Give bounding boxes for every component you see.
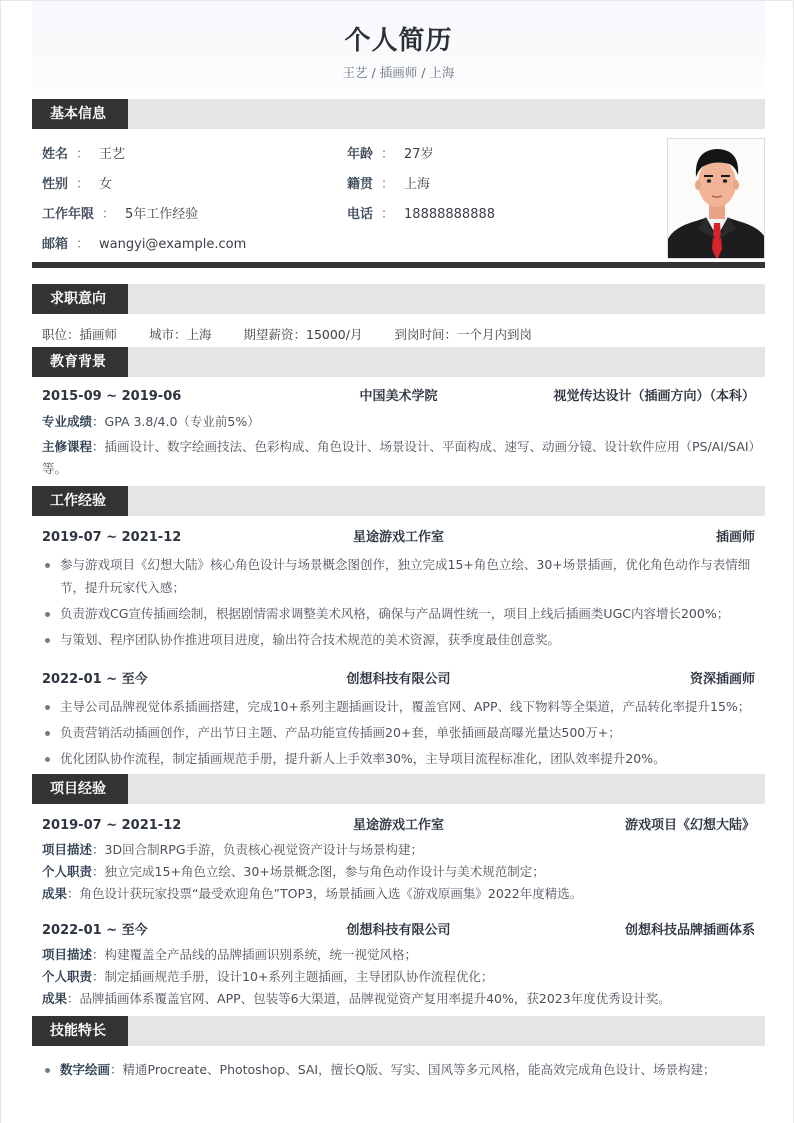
field-value: 18888888888 [404, 207, 496, 222]
section-title: 基本信息 [32, 99, 128, 129]
section-education [32, 347, 765, 377]
list-item: 与策划、程序团队协作推进项目进度，输出符合技术规范的美术资源，获季度最佳创意奖。 [42, 628, 753, 651]
resume-header [32, 1, 765, 89]
section-title: 项目经验 [32, 774, 128, 804]
page-subtitle: 王艺 / 插画师 / 上海 [342, 65, 455, 80]
project-duty: 个人职责：独立完成15+角色立绘、30+场景概念图，参与角色动作设计与美术规范制定； [42, 864, 545, 879]
project-name: 游戏项目《幻想大陆》 [624, 818, 755, 833]
intent-position: 职位：插画师 [42, 327, 118, 342]
job-company: 创想科技有限公司 [346, 672, 451, 687]
job-period: 2022-01 ~ 至今 [42, 672, 148, 687]
section-title: 技能特长 [32, 1016, 128, 1046]
field-value: 5年工作经验 [125, 207, 199, 222]
work-entry [32, 654, 765, 770]
avatar-illustration-icon [668, 139, 765, 259]
field-value: 女 [99, 177, 113, 192]
project-duty: 个人职责：制定插画规范手册，设计10+系列主题插画，主导团队协作流程优化； [42, 969, 494, 984]
field-value: 上海 [404, 177, 431, 192]
field-label: 年龄 [347, 147, 374, 162]
field-label: 邮箱 [42, 237, 69, 252]
section-basic-info [32, 99, 765, 129]
list-item: 优化团队协作流程，制定插画规范手册，提升新人上手效率30%，主导项目流程标准化，团队效率提升20%。 [42, 747, 753, 770]
field-label: 电话 [347, 207, 374, 222]
field-phone: 电话 ： 18888888888 [347, 207, 496, 222]
section-title: 工作经验 [32, 486, 128, 516]
project-entry [32, 804, 765, 905]
intent-city: 城市：上海 [149, 327, 212, 342]
edu-school: 中国美术学院 [359, 389, 438, 404]
project-name: 创想科技品牌插画体系 [624, 923, 755, 938]
field-email: 邮箱 ： wangyi@example.com [42, 237, 247, 252]
job-period: 2019-07 ~ 2021-12 [42, 530, 182, 545]
field-age: 年龄 ： 27岁 [347, 147, 434, 162]
field-experience: 工作年限 ： 5年工作经验 [42, 207, 199, 222]
field-label: 工作年限 [42, 207, 95, 222]
section-title: 求职意向 [32, 284, 128, 314]
list-item: 数字绘画：精通Procreate、Photoshop、SAI，擅长Q版、写实、国风等多元风格，能高效完成角色设计、场景构建； [42, 1058, 753, 1081]
edu-gpa: 专业成绩：GPA 3.8/4.0（专业前5%） [42, 414, 260, 429]
field-label: 性别 [42, 177, 69, 192]
skills-list [32, 1058, 765, 1081]
intent-availability: 到岗时间：一个月内到岗 [394, 327, 532, 342]
field-hometown: 籍贯 ： 上海 [347, 177, 431, 192]
project-description: 项目描述：构建覆盖全产品线的品牌插画识别系统，统一视觉风格； [42, 947, 418, 962]
profile-photo [667, 138, 765, 259]
basic-info [32, 129, 765, 259]
job-role: 插画师 [715, 530, 755, 545]
field-value: 27岁 [404, 147, 434, 162]
field-value[interactable]: wangyi@example.com [99, 237, 247, 252]
job-company: 星途游戏工作室 [352, 530, 444, 545]
job-role: 资深插画师 [689, 672, 755, 687]
edu-period: 2015-09 ~ 2019-06 [42, 389, 182, 404]
field-gender: 性别 ： 女 [42, 177, 113, 192]
field-label: 姓名 [42, 147, 69, 162]
section-skills [32, 1016, 765, 1046]
section-work-experience [32, 486, 765, 516]
section-title: 教育背景 [32, 347, 128, 377]
education-entry [32, 377, 765, 480]
project-result: 成果：品牌插画体系覆盖官网、APP、包装等6大渠道，品牌视觉资产复用率提升40%，获2023年度优秀设计奖。 [42, 991, 671, 1006]
list-item: 主导公司品牌视觉体系插画搭建，完成10+系列主题插画设计，覆盖官网、APP、线下物料等全渠道，产品转化率提升15%； [42, 695, 753, 718]
resume-page [32, 1, 765, 1084]
work-entry [32, 516, 765, 651]
list-item: 负责营销活动插画创作，产出节日主题、产品功能宣传插画20+套，单张插画最高曝光量达500万+； [42, 721, 753, 744]
job-intent [32, 314, 765, 347]
intent-salary: 期望薪资：15000/月 [243, 327, 363, 342]
page-title: 个人简历 [344, 26, 453, 56]
project-period: 2022-01 ~ 至今 [42, 923, 148, 938]
field-value: 王艺 [99, 147, 126, 162]
list-item: 参与游戏项目《幻想大陆》核心角色设计与场景概念图创作，独立完成15+角色立绘、30+场景插画，优化角色动作与表情细节，提升玩家代入感； [42, 553, 753, 599]
project-company: 星途游戏工作室 [352, 818, 444, 833]
project-period: 2019-07 ~ 2021-12 [42, 818, 182, 833]
divider [32, 262, 765, 268]
list-item: 负责游戏CG宣传插画绘制，根据剧情需求调整美术风格，确保与产品调性统一，项目上线后插画类UGC内容增长200%； [42, 602, 753, 625]
section-job-intent [32, 284, 765, 314]
project-result: 成果：角色设计获玩家投票“最受欢迎角色”TOP3，场景插画入选《游戏原画集》2022年度精选。 [42, 886, 583, 901]
project-entry [32, 905, 765, 1010]
field-name: 姓名 ： 王艺 [42, 147, 126, 162]
section-projects [32, 774, 765, 804]
edu-courses: 主修课程：插画设计、数字绘画技法、色彩构成、角色设计、场景设计、平面构成、速写、动画分镜、设计软件应用（PS/AI/SAI）等。 [42, 439, 755, 476]
field-label: 籍贯 [347, 177, 374, 192]
project-company: 创想科技有限公司 [346, 923, 451, 938]
project-description: 项目描述：3D回合制RPG手游，负责核心视觉资产设计与场景构建； [42, 842, 424, 857]
edu-major: 视觉传达设计（插画方向）（本科） [553, 389, 755, 404]
